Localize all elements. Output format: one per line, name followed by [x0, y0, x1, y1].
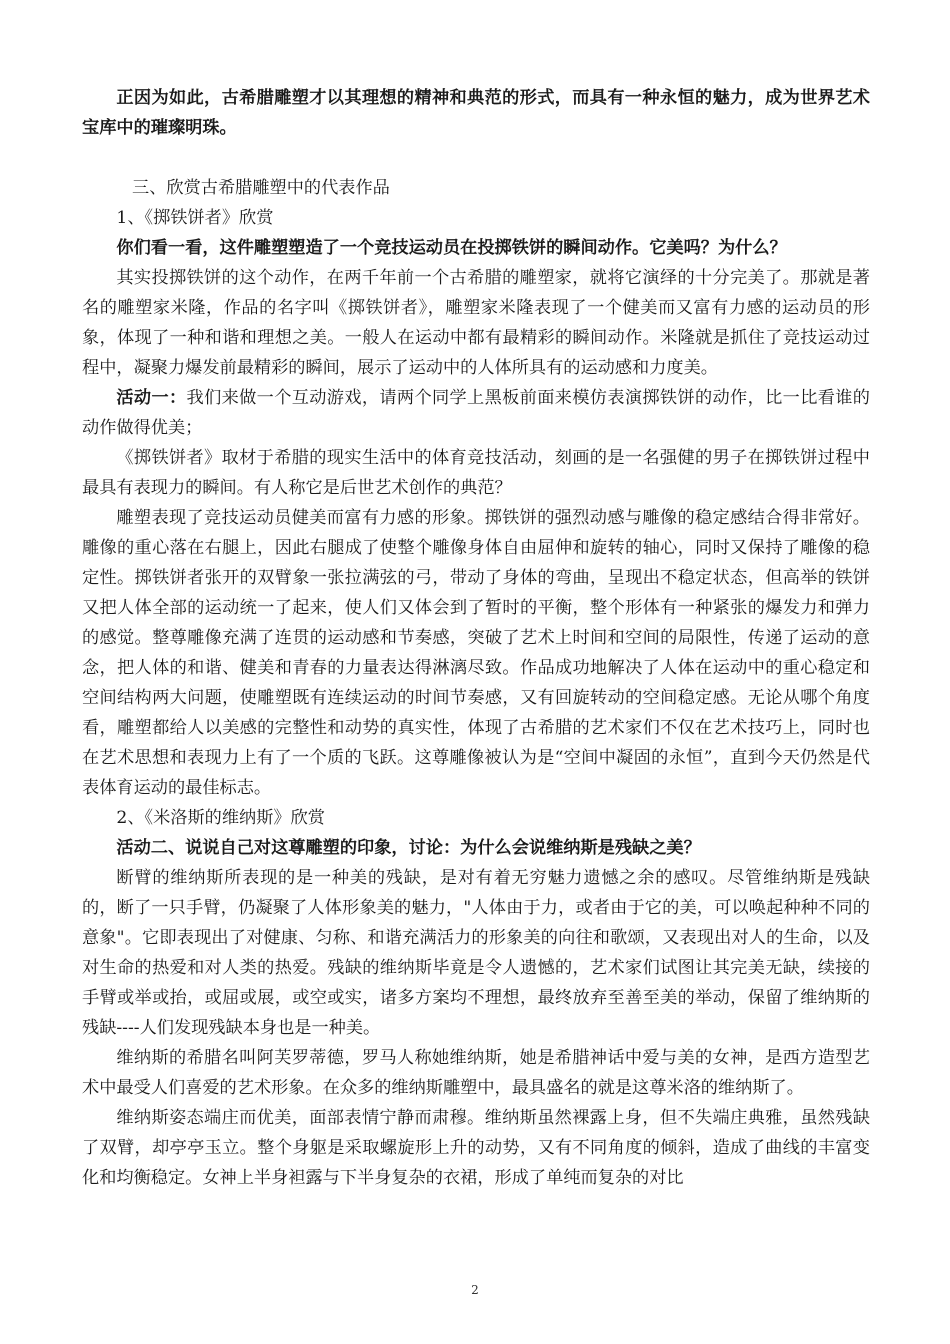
intro-paragraph: 正因为如此，古希腊雕塑才以其理想的精神和典范的形式，而具有一种永恒的魅力，成为世界艺术宝库中的璀璨明珠。	[82, 88, 870, 138]
activity-one-paragraph	[82, 383, 870, 443]
body-paragraph: 《掷铁饼者》取材于希腊的现实生活中的体育竞技活动，刻画的是一名强健的男子在掷铁饼过程中最具有表现力的瞬间。有人称它是后世艺术创作的典范？	[82, 448, 870, 498]
body-paragraph: 维纳斯姿态端庄而优美，面部表情宁静而肃穆。维纳斯虽然裸露上身，但不失端庄典雅，虽然残缺了双臂，却亭亭玉立。整个身躯是采取螺旋形上升的动势，又有不同角度的倾斜，造成了曲线的丰富变化和均衡稳定。女神上半身袒露与下半身复杂的衣裙，形成了单纯而复杂的对比	[82, 1108, 870, 1188]
body-paragraph: 断臂的维纳斯所表现的是一种美的残缺，是对有着无穷魅力遗憾之余的感叹。尽管维纳斯是残缺的，断了一只手臂，仍凝聚了人体形象美的魅力，"人体由于力，或者由于它的美，可以唤起种种不同的意象"。它即表现出了对健康、匀称、和谐充满活力的形象美的向往和歌颂，又表现出对人的生命，以及对生命的热爱和对人类的热爱。残缺的维纳斯毕竟是令人遗憾的，艺术家们试图让其完美无缺，续接的手臂或举或抬，或屈或展，或空或实，诸多方案均不理想，最终放弃至善至美的举动，保留了维纳斯的残缺----人们发现残缺本身也是一种美。	[82, 868, 870, 1038]
activity-one-label: 活动一：	[116, 388, 187, 408]
subheading-discus-thrower: 1、《掷铁饼者》欣赏	[116, 208, 274, 228]
subheading-venus: 2、《米洛斯的维纳斯》欣赏	[116, 808, 325, 828]
activity-two-paragraph: 活动二、说说自己对这尊雕塑的印象，讨论：为什么会说维纳斯是残缺之美？	[116, 838, 701, 858]
body-paragraph: 维纳斯的希腊名叫阿芙罗蒂德，罗马人称她维纳斯，她是希腊神话中爱与美的女神，是西方造型艺术中最受人们喜爱的艺术形象。在众多的维纳斯雕塑中，最具盛名的就是这尊米洛的维纳斯了。	[82, 1048, 870, 1098]
body-paragraph: 雕塑表现了竞技运动员健美而富有力感的形象。掷铁饼的强烈动感与雕像的稳定感结合得非常好。雕像的重心落在右腿上，因此右腿成了使整个雕像身体自由屈伸和旋转的轴心，同时又保持了雕像的稳定性。掷铁饼者张开的双臂象一张拉满弦的弓，带动了身体的弯曲，呈现出不稳定状态，但高举的铁饼又把人体全部的运动统一了起来，使人们又体会到了暂时的平衡，整个形体有一种紧张的爆发力和弹力的感觉。整尊雕像充满了连贯的运动感和节奏感，突破了艺术上时间和空间的局限性，传递了运动的意念，把人体的和谐、健美和青春的力量表达得淋漓尽致。作品成功地解决了人体在运动中的重心稳定和空间结构两大问题，使雕塑既有连续运动的时间节奏感，又有回旋转动的空间稳定感。无论从哪个角度看，雕塑都给人以美感的完整性和动势的真实性，体现了古希腊的艺术家们不仅在艺术技巧上，同时也在艺术思想和表现力上有了一个质的飞跃。这尊雕像被认为是“空间中凝固的永恒”，直到今天仍然是代表体育运动的最佳标志。	[82, 508, 870, 798]
section-heading: 三、欣赏古希腊雕塑中的代表作品	[132, 178, 390, 198]
question-paragraph: 你们看一看，这件雕塑塑造了一个竞技运动员在投掷铁饼的瞬间动作。它美吗？为什么？	[116, 238, 787, 258]
document-body	[82, 83, 870, 1193]
page-number: 2	[471, 1283, 479, 1297]
activity-one-text: 我们来做一个互动游戏，请两个同学上黑板前面来模仿表演掷铁饼的动作，比一比看谁的动作做得优美；	[82, 388, 870, 438]
body-paragraph: 其实投掷铁饼的这个动作，在两千年前一个古希腊的雕塑家，就将它演绎的十分完美了。那就是著名的雕塑家米隆，作品的名字叫《掷铁饼者》，雕塑家米隆表现了一个健美而又富有力感的运动员的形象，体现了一种和谐和理想之美。一般人在运动中都有最精彩的瞬间动作。米隆就是抓住了竞技运动过程中，凝聚力爆发前最精彩的瞬间，展示了运动中的人体所具有的运动感和力度美。	[82, 268, 870, 378]
